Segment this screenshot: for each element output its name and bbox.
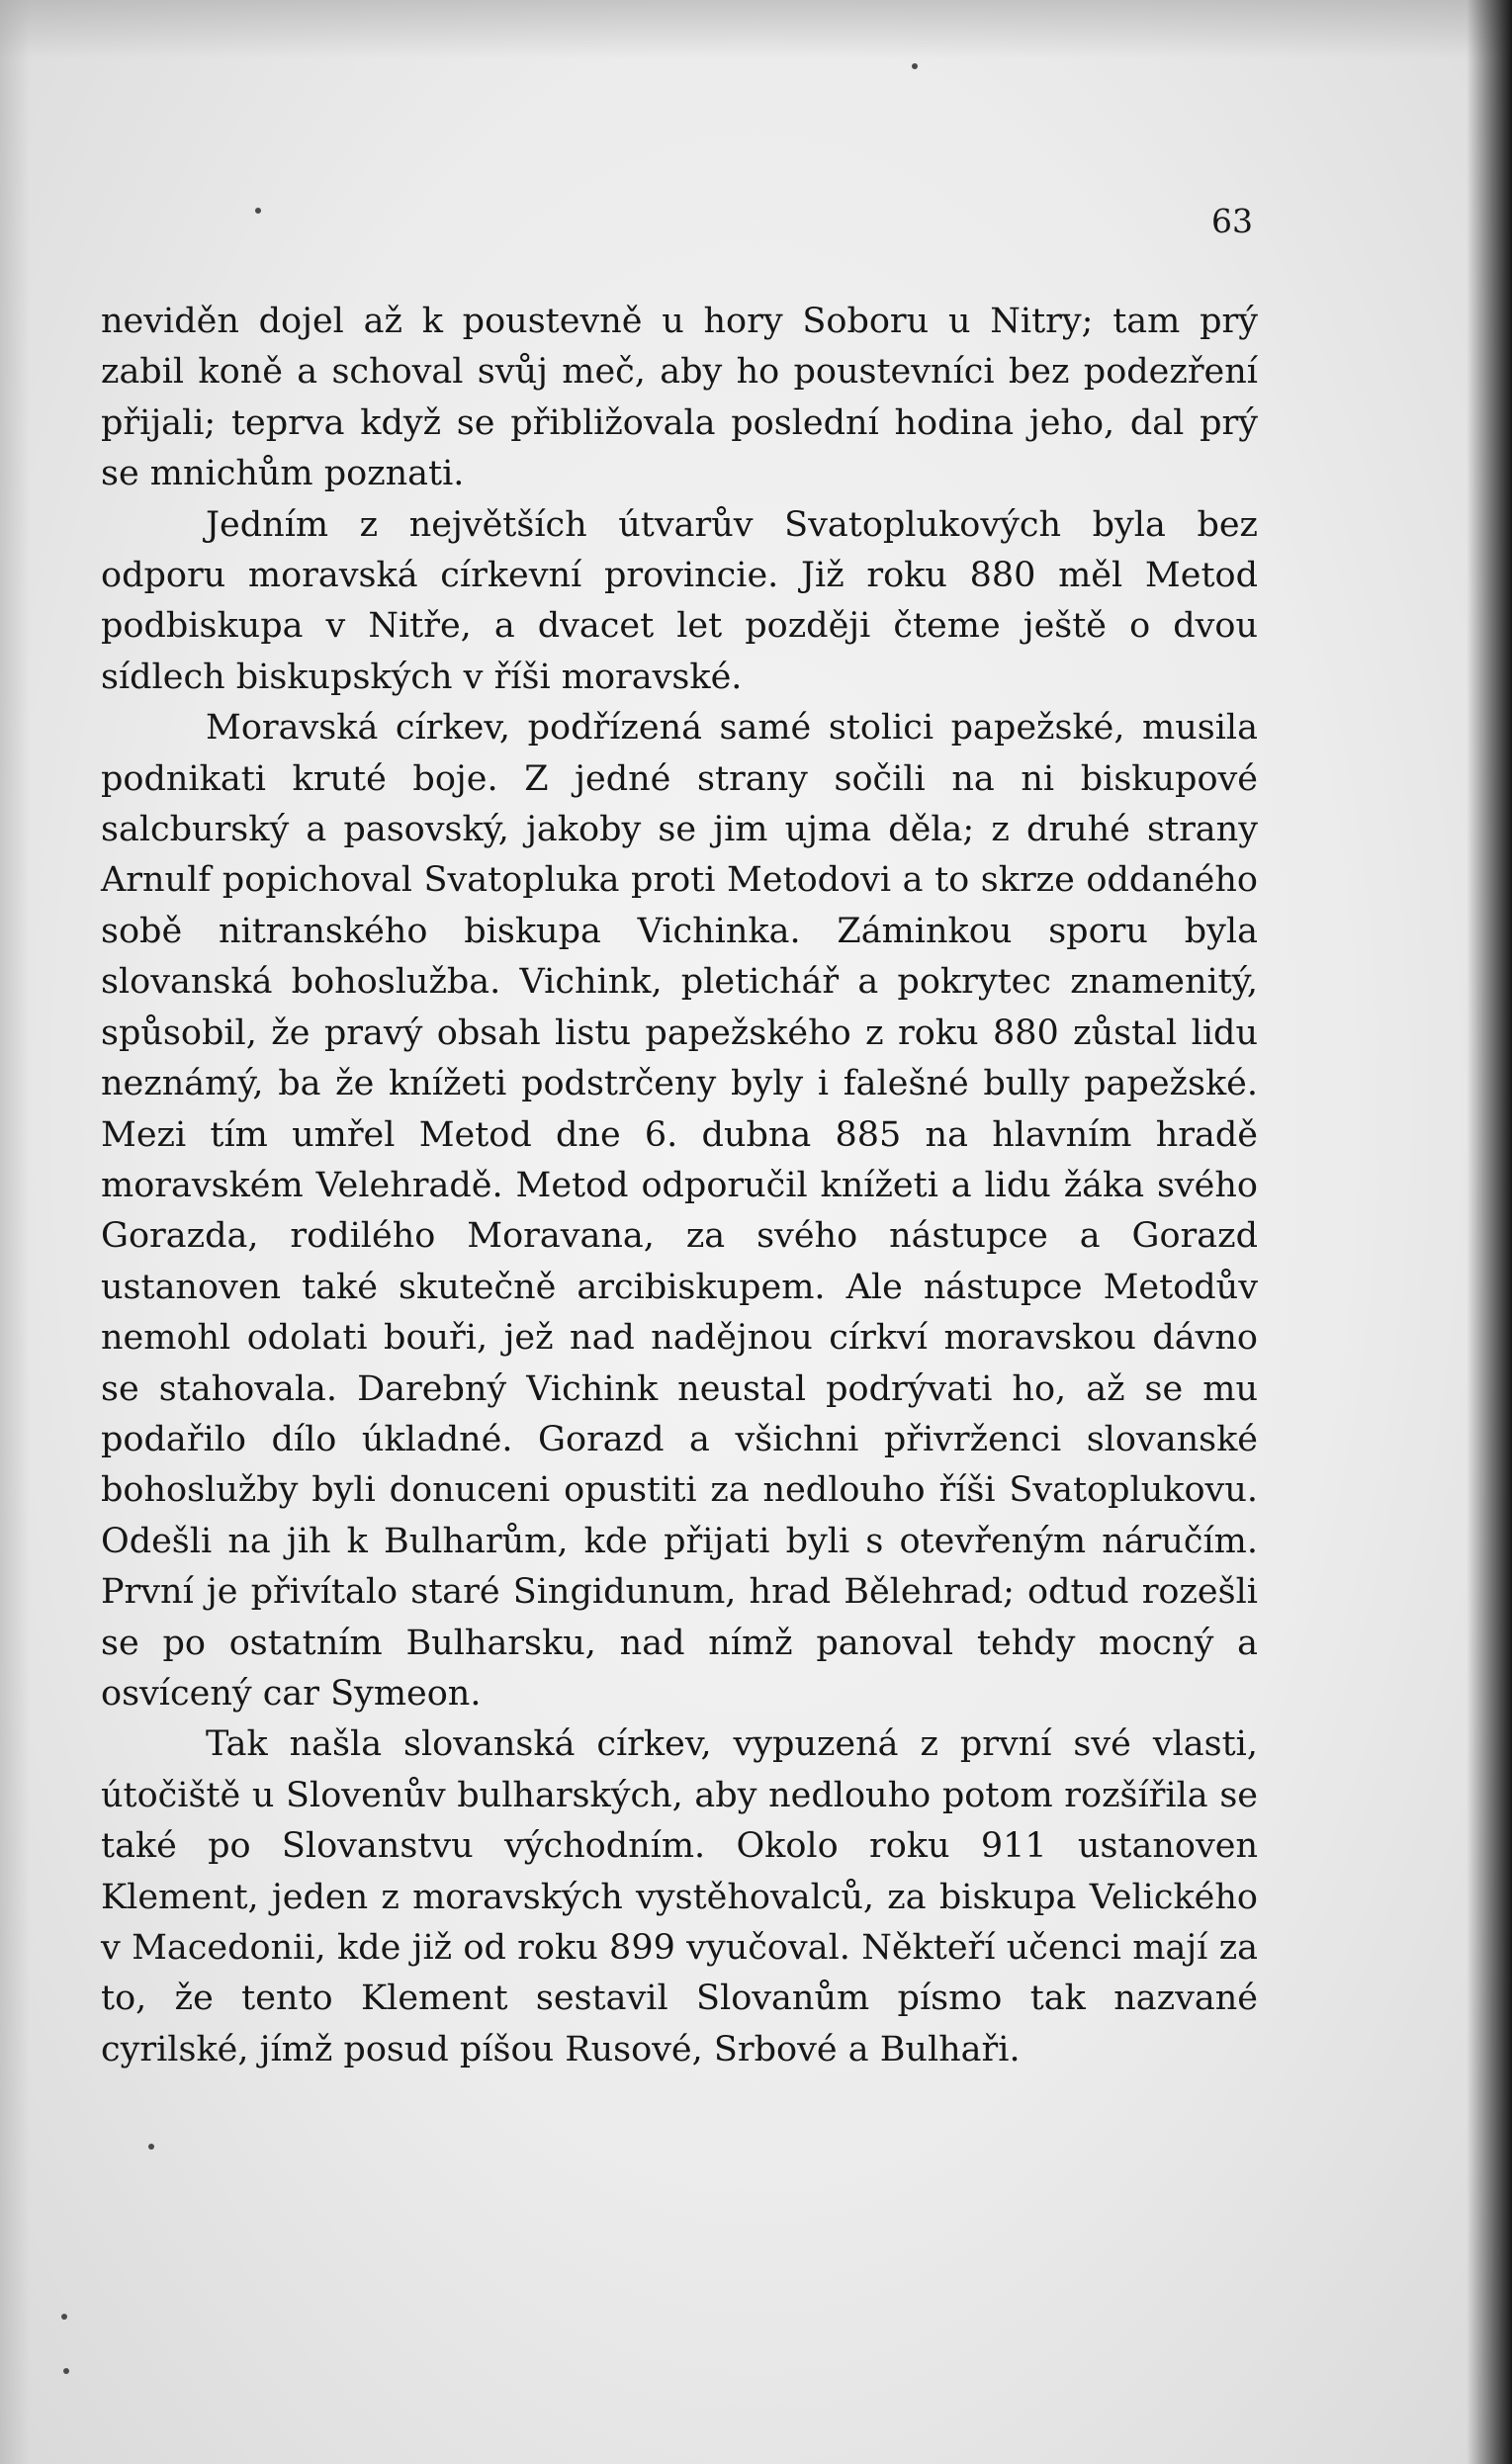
paragraph-2: Jedním z největších útvarův Svatoplukových byla bez odporu moravská církevní provincie. Již roku 880 měl Metod podbiskupa v Nitře, a dvacet let později čteme ještě o dvou sídlech biskupských v říši moravské.: [101, 504, 1258, 697]
page-top-shadow: [0, 0, 1512, 59]
dust-speck: [61, 2314, 67, 2320]
dust-speck: [912, 63, 918, 69]
dust-speck: [148, 2144, 154, 2150]
paragraph-1: neviděn dojel až k poustevně u hory Soboru u Nitry; tam prý zabil koně a schoval svůj meč, aby ho poustevníci bez podezření přijali; teprva když se přibližovala poslední hodina jeho, dal prý se mnichům poznati.: [101, 302, 1258, 494]
dust-speck: [63, 2368, 69, 2374]
page-number: 63: [1211, 202, 1253, 240]
paragraph-3: Moravská církev, podřízená samé stolici papežské, musila podnikati kruté boje. Z jedné strany sočili na ni biskupové salcburský a pasovský, jakoby se jim ujma děla; z druhé strany Arnulf popichoval Svatopluka proti Metodovi a to skrze oddaného sobě nitranského biskupa Vichinka. Záminkou sporu byla slovanská bohoslužba. Vichink, pletichář a pokrytec znamenitý, spůsobil, že pravý obsah listu papežského z roku 880 zůstal lidu neznámý, ba že knížeti podstrčeny byly i falešné bully papežské. Mezi tím umřel Metod dne 6. dubna 885 na hlavním hradě moravském Velehradě. Metod odporučil knížeti a lidu žáka svého Gorazda, rodilého Moravana, za svého nástupce a Gorazd ustanoven také skutečně arcibiskupem. Ale nástupce Metodův nemohl odolati bouři, jež nad nadějnou církví moravskou dávno se stahovala. Darebný Vichink neustal podrývati ho, až se mu podařilo dílo úkladné. Gorazd a všichni přivrženci slovanské bohoslužby byli donuceni opustiti za nedlouho říši Svatoplukovu. Odešli na jih k Bulharům, kde přijati byli s otevřeným náručím. První je přivítalo staré Singidunum, hrad Bělehrad; odtud rozešli se po ostatním Bulharsku, nad nímž panoval tehdy mocný a osvícený car Symeon.: [101, 708, 1258, 1714]
body-text: [101, 297, 1258, 2075]
dust-speck: [255, 208, 261, 214]
page-binding-shadow: [1467, 0, 1512, 2464]
paragraph-4: Tak našla slovanská církev, vypuzená z první své vlasti, útočiště u Slovenův bulharských, aby nedlouho potom rozšířila se také po Slovanstvu východním. Okolo roku 911 ustanoven Klement, jeden z moravských vystěhovalců, za biskupa Velického v Macedonii, kde již od roku 899 vyučoval. Někteří učenci mají za to, že tento Klement sestavil Slovanům písmo tak nazvané cyrilské, jímž posud píšou Rusové, Srbové a Bulhaři.: [101, 1724, 1258, 2069]
page-left-shadow: [0, 0, 30, 2464]
